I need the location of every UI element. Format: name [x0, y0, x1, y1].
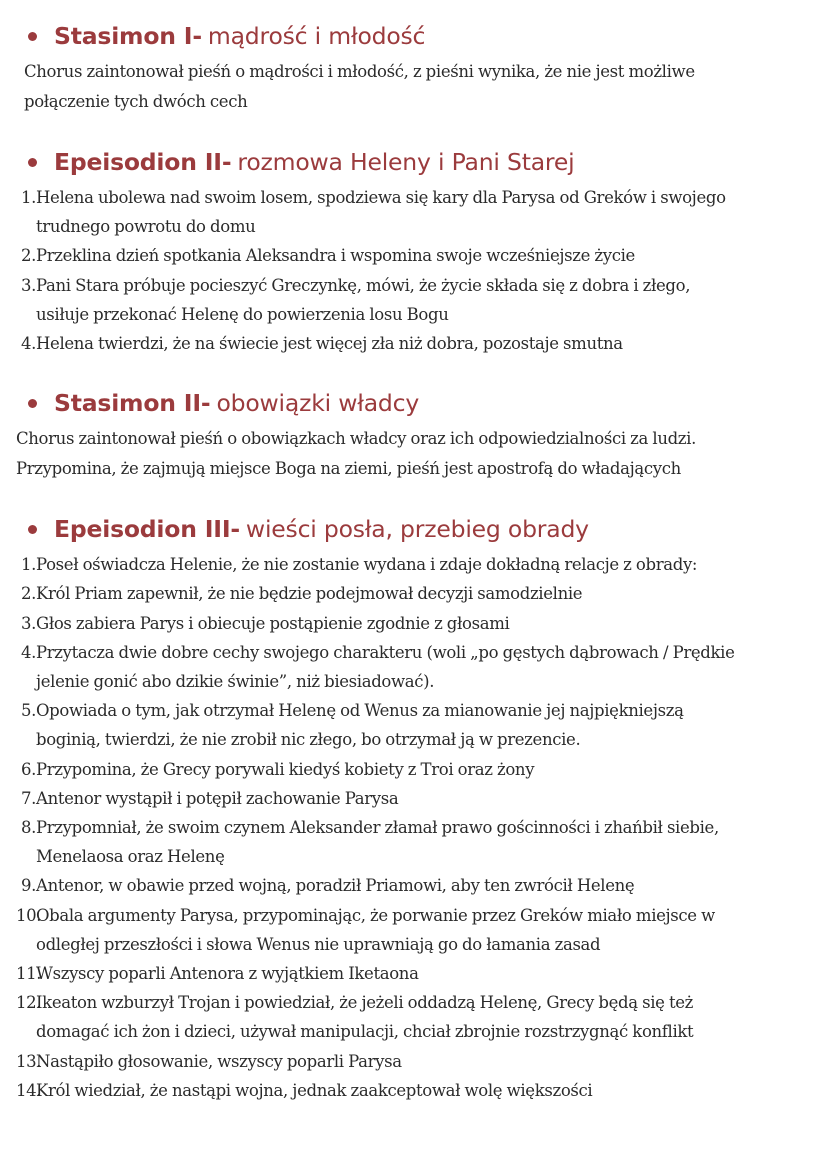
item-line: Głos zabiera Parys i obiecuje postąpienie zgodnie z głosami: [36, 613, 510, 633]
list-item: [16, 1076, 804, 1105]
list-item: [16, 329, 804, 358]
heading-bold: Epeisodion II-: [54, 148, 232, 176]
item-number: 2.: [20, 584, 36, 604]
item-line: Przypomina, że Grecy porywali kiedyś kobiety z Troi oraz żony: [36, 759, 535, 779]
item-text: [36, 901, 804, 959]
paragraph-line: Chorus zaintonował pieśń o mądrości i młodość, z pieśni wynika, że nie jest możliwe: [24, 62, 695, 81]
bullet-icon: [28, 525, 37, 534]
item-number: 3.: [20, 613, 36, 633]
section-heading: [16, 18, 804, 54]
item-line: Wszyscy poparli Antenora z wyjątkiem Iketaona: [36, 964, 419, 984]
item-text: [36, 813, 804, 871]
item-number: 4.: [20, 334, 36, 354]
section-paragraph: [16, 57, 804, 117]
list-item: [16, 579, 804, 608]
item-text: [36, 609, 804, 638]
heading-bold: Stasimon II-: [54, 389, 211, 418]
heading-light: wieści posła, przebieg obrady: [245, 515, 589, 544]
list-item: [16, 901, 804, 959]
list-item: [16, 609, 804, 638]
item-line: odległej przeszłości i słowa Wenus nie uprawniają go do łamania zasad: [36, 934, 601, 954]
item-line: Ikeaton wzburzył Trojan i powiedział, że jeżeli oddadzą Helenę, Grecy będą się też: [36, 993, 694, 1013]
item-line: Opowiada o tym, jak otrzymał Helenę od Wenus za mianowanie jej najpiękniejszą: [36, 701, 684, 721]
item-line: Antenor, w obawie przed wojną, poradził Priamowi, aby ten zwrócił Helenę: [36, 876, 635, 896]
heading-light: obowiązki władcy: [216, 389, 420, 418]
list-item: [16, 988, 804, 1046]
item-line: Antenor wystąpił i potępił zachowanie Parysa: [36, 788, 399, 808]
section-heading: [16, 144, 804, 180]
heading-bold: Stasimon I-: [54, 22, 202, 50]
list-item: [16, 1047, 804, 1076]
item-line: Król wiedział, że nastąpi wojna, jednak zaakceptował wolę większości: [36, 1080, 593, 1100]
list-item: [16, 871, 804, 900]
list-item: [16, 784, 804, 813]
item-number: 1.: [20, 188, 36, 207]
paragraph-line: Przypomina, że zajmują miejsce Boga na ziemi, pieśń jest apostrofą do władających: [16, 459, 681, 479]
heading-light: mądrość i młodość: [207, 22, 426, 50]
section-paragraph: [16, 424, 804, 484]
list-item: [16, 959, 804, 988]
item-line: Poseł oświadcza Helenie, że nie zostanie wydana i zdaje dokładną relacje z obrady:: [36, 555, 698, 575]
item-number: 10.: [16, 905, 42, 925]
item-line: Przypomniał, że swoim czynem Aleksander złamał prawo gościnności i zhańbił siebie,: [36, 818, 719, 838]
list-item: [16, 271, 804, 329]
numbered-list: [16, 550, 804, 1105]
list-item: [16, 183, 804, 241]
item-text: [36, 784, 804, 813]
item-line: Menelaosa oraz Helenę: [36, 847, 225, 867]
section-stasimon-2: [16, 385, 804, 484]
item-number: 7.: [20, 788, 36, 808]
item-number: 3.: [20, 275, 36, 295]
list-item: [16, 696, 804, 754]
section-epeisodion-3: [16, 511, 804, 1105]
list-item: [16, 813, 804, 871]
item-number: 13.: [16, 1051, 42, 1071]
list-item: [16, 638, 804, 696]
item-line: Obala argumenty Parysa, przypominając, że porwanie przez Greków miało miejsce w: [36, 905, 715, 925]
heading-bold: Epeisodion III-: [54, 515, 240, 544]
item-number: 11.: [16, 964, 42, 984]
item-text: Helena twierdzi, że na świecie jest więcej zła niż dobra, pozostaje smutna: [36, 334, 623, 354]
item-number: 14.: [16, 1080, 42, 1100]
bullet-icon: [28, 158, 37, 167]
section-epeisodion-2: [16, 144, 804, 358]
item-line: jelenie gonić abo dzikie świnie”, niż biesiadować).: [36, 672, 435, 692]
numbered-list: [16, 183, 804, 358]
item-number: 12.: [16, 993, 42, 1013]
item-text: [36, 988, 804, 1046]
bullet-icon: [28, 32, 37, 41]
item-text: [36, 550, 804, 579]
list-item: [16, 550, 804, 579]
list-item: [16, 241, 804, 270]
item-number: 1.: [20, 555, 36, 575]
item-number: 9.: [20, 876, 36, 896]
item-line: domagać ich żon i dzieci, używał manipulacji, chciał zbrojnie rozstrzygnąć konflikt: [36, 1022, 694, 1042]
item-text: Helena ubolewa nad swoim losem, spodziewa się kary dla Parysa od Greków i swojego trudnego powrotu do domu: [36, 188, 726, 237]
item-text: Pani Stara próbuje pocieszyć Greczynkę, mówi, że życie składa się z dobra i złego, usiłuje przekonać Helenę do powierzenia losu Bogu: [36, 275, 691, 324]
list-item: [16, 755, 804, 784]
item-text: [36, 959, 804, 988]
heading-light: rozmowa Heleny i Pani Starej: [237, 148, 575, 176]
item-text: [36, 755, 804, 784]
paragraph-line: połączenie tych dwóch cech: [24, 92, 248, 111]
section-heading: [16, 385, 804, 421]
item-text: [36, 871, 804, 900]
section-heading: [16, 511, 804, 547]
item-text: [36, 696, 804, 754]
item-number: 8.: [20, 818, 36, 838]
item-text: Przeklina dzień spotkania Aleksandra i wspomina swoje wcześniejsze życie: [36, 246, 635, 266]
item-number: 5.: [20, 701, 36, 721]
section-stasimon-1: [16, 18, 804, 117]
item-line: Król Priam zapewnił, że nie będzie podejmował decyzji samodzielnie: [36, 584, 583, 604]
item-line: Nastąpiło głosowanie, wszyscy poparli Parysa: [36, 1051, 402, 1071]
paragraph-line: Chorus zaintonował pieśń o obowiązkach władcy oraz ich odpowiedzialności za ludzi.: [16, 429, 696, 449]
bullet-icon: [28, 399, 37, 408]
item-line: boginią, twierdzi, że nie zrobił nic złego, bo otrzymał ją w prezencie.: [36, 730, 581, 750]
item-line: Przytacza dwie dobre cechy swojego charakteru (woli „po gęstych dąbrowach / Prędkie: [36, 642, 735, 662]
item-number: 6.: [20, 759, 36, 779]
item-text: [36, 1076, 804, 1105]
item-text: [36, 638, 804, 696]
item-number: 4.: [20, 642, 36, 662]
item-number: 2.: [20, 246, 36, 266]
item-text: [36, 1047, 804, 1076]
item-text: [36, 579, 804, 608]
